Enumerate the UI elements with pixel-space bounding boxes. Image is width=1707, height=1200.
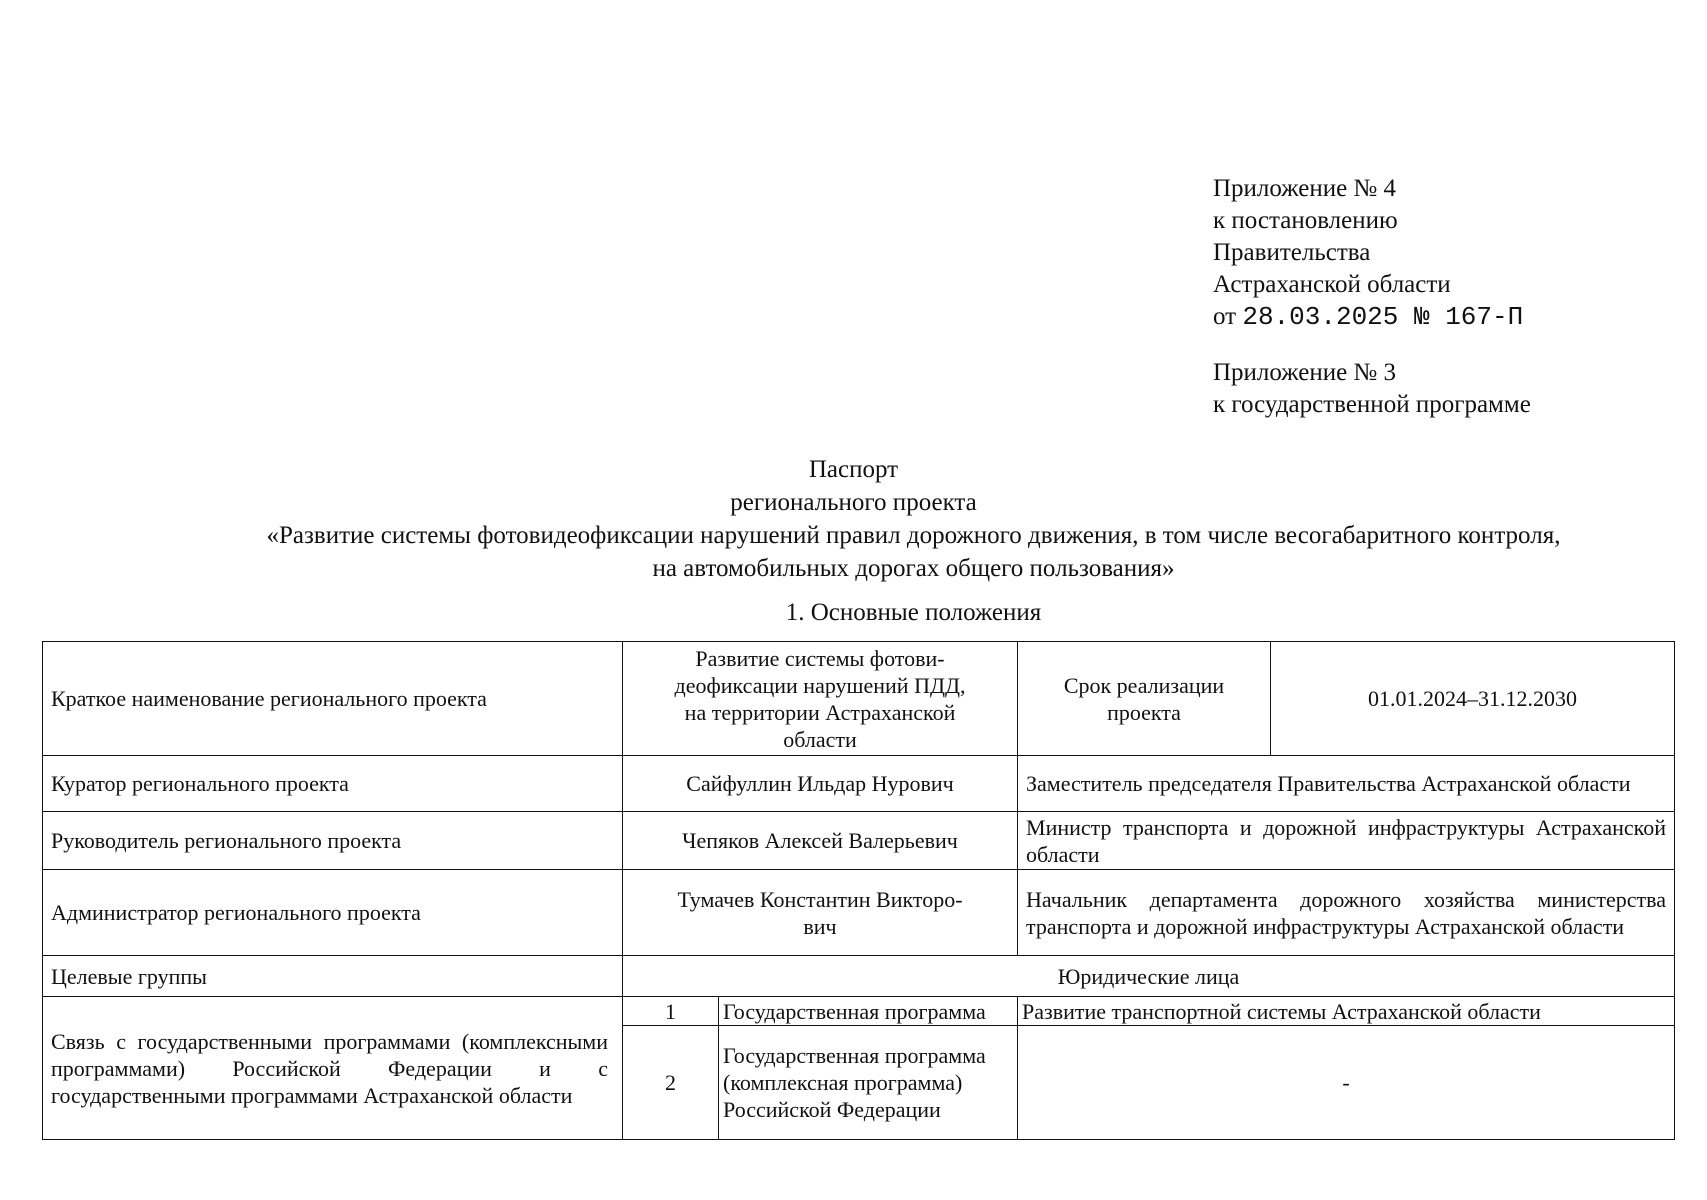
- links-row-2-num: 2: [623, 1026, 719, 1140]
- program-appendix-number: Приложение № 3: [1213, 359, 1397, 386]
- head-label: Руководитель регионального проекта: [43, 812, 623, 870]
- row-curator: [43, 756, 1675, 812]
- administrator-name: [623, 870, 1018, 956]
- short-name-label: Краткое наименование регионального проекта: [43, 642, 623, 756]
- title-project-name-line2: на автомобильных дорогах общего пользования»: [652, 555, 1175, 582]
- administrator-name-line2: вич: [803, 913, 837, 939]
- row-target-groups: [43, 956, 1675, 997]
- term-value: 01.01.2024–31.12.2030: [1271, 642, 1675, 756]
- title-project-name-line1: «Развитие системы фотовидеофиксации нарушений правил дорожного движения, в том числе весогабаритного контроля,: [266, 522, 1561, 549]
- links-row-1-num: 1: [623, 997, 719, 1026]
- appendix-date-line: [1213, 301, 1523, 333]
- short-name-value: [623, 642, 1018, 756]
- appendix-government: Правительства: [1213, 239, 1371, 266]
- section-heading: 1. Основные положения: [785, 599, 1042, 626]
- row-links-1: [43, 997, 1675, 1026]
- target-groups-value: Юридические лица: [623, 956, 1675, 997]
- links-row-2-value: -: [1018, 1026, 1675, 1140]
- appendix-date-stamp: 28.03.2025 № 167-П: [1242, 302, 1524, 332]
- administrator-position: Начальник департамента дорожного хозяйства министерства транспорта и дорожной инфраструктуры Астраханской области: [1018, 870, 1675, 956]
- administrator-name-line1: Тумачев Константин Викторо-: [677, 886, 963, 912]
- title-passport: Паспорт: [808, 456, 899, 483]
- short-name-value-line2: деофиксации нарушений ПДД,: [674, 672, 966, 698]
- term-label: [1018, 642, 1271, 756]
- title-regional-project: регионального проекта: [730, 489, 977, 516]
- links-label: Связь с государственными программами (комплексными программами) Российской Федерации и с государственными программами Астраханской области: [43, 997, 623, 1140]
- appendix-header: [1213, 173, 1523, 333]
- program-header: [1213, 357, 1531, 421]
- row-administrator: [43, 870, 1675, 956]
- appendix-resolution: к постановлению: [1213, 207, 1398, 234]
- row-short-name: [43, 642, 1675, 756]
- links-row-1-type: Государственная программа: [719, 997, 1018, 1026]
- passport-table: [42, 641, 1675, 1140]
- term-label-line2: проекта: [1107, 699, 1181, 725]
- document-title: [0, 453, 1707, 585]
- appendix-date-prefix: от: [1213, 303, 1237, 330]
- target-groups-label: Целевые группы: [43, 956, 623, 997]
- term-label-line1: Срок реализации: [1063, 672, 1225, 698]
- curator-position: Заместитель председателя Правительства Астраханской области: [1018, 756, 1675, 812]
- links-row-2-type-line3: Российской Федерации: [723, 1097, 941, 1122]
- links-row-2-type: [719, 1026, 1018, 1140]
- curator-label: Куратор регионального проекта: [43, 756, 623, 812]
- short-name-value-line1: Развитие системы фотови-: [695, 645, 945, 671]
- links-row-1-value: Развитие транспортной системы Астраханской области: [1018, 997, 1675, 1026]
- head-name: Чепяков Алексей Валерьевич: [623, 812, 1018, 870]
- curator-name: Сайфуллин Ильдар Нурович: [623, 756, 1018, 812]
- row-head: [43, 812, 1675, 870]
- short-name-value-line4: области: [783, 726, 857, 752]
- administrator-label: Администратор регионального проекта: [43, 870, 623, 956]
- links-row-2-type-line1: Государственная программа: [723, 1043, 986, 1068]
- program-appendix-ref: к государственной программе: [1213, 391, 1531, 418]
- appendix-region: Астраханской области: [1213, 271, 1451, 298]
- links-row-2-type-line2: (комплексная программа): [723, 1070, 963, 1095]
- head-position: Министр транспорта и дорожной инфраструктуры Астраханской области: [1018, 812, 1675, 870]
- short-name-value-line3: на территории Астраханской: [684, 699, 956, 725]
- appendix-number: Приложение № 4: [1213, 175, 1397, 202]
